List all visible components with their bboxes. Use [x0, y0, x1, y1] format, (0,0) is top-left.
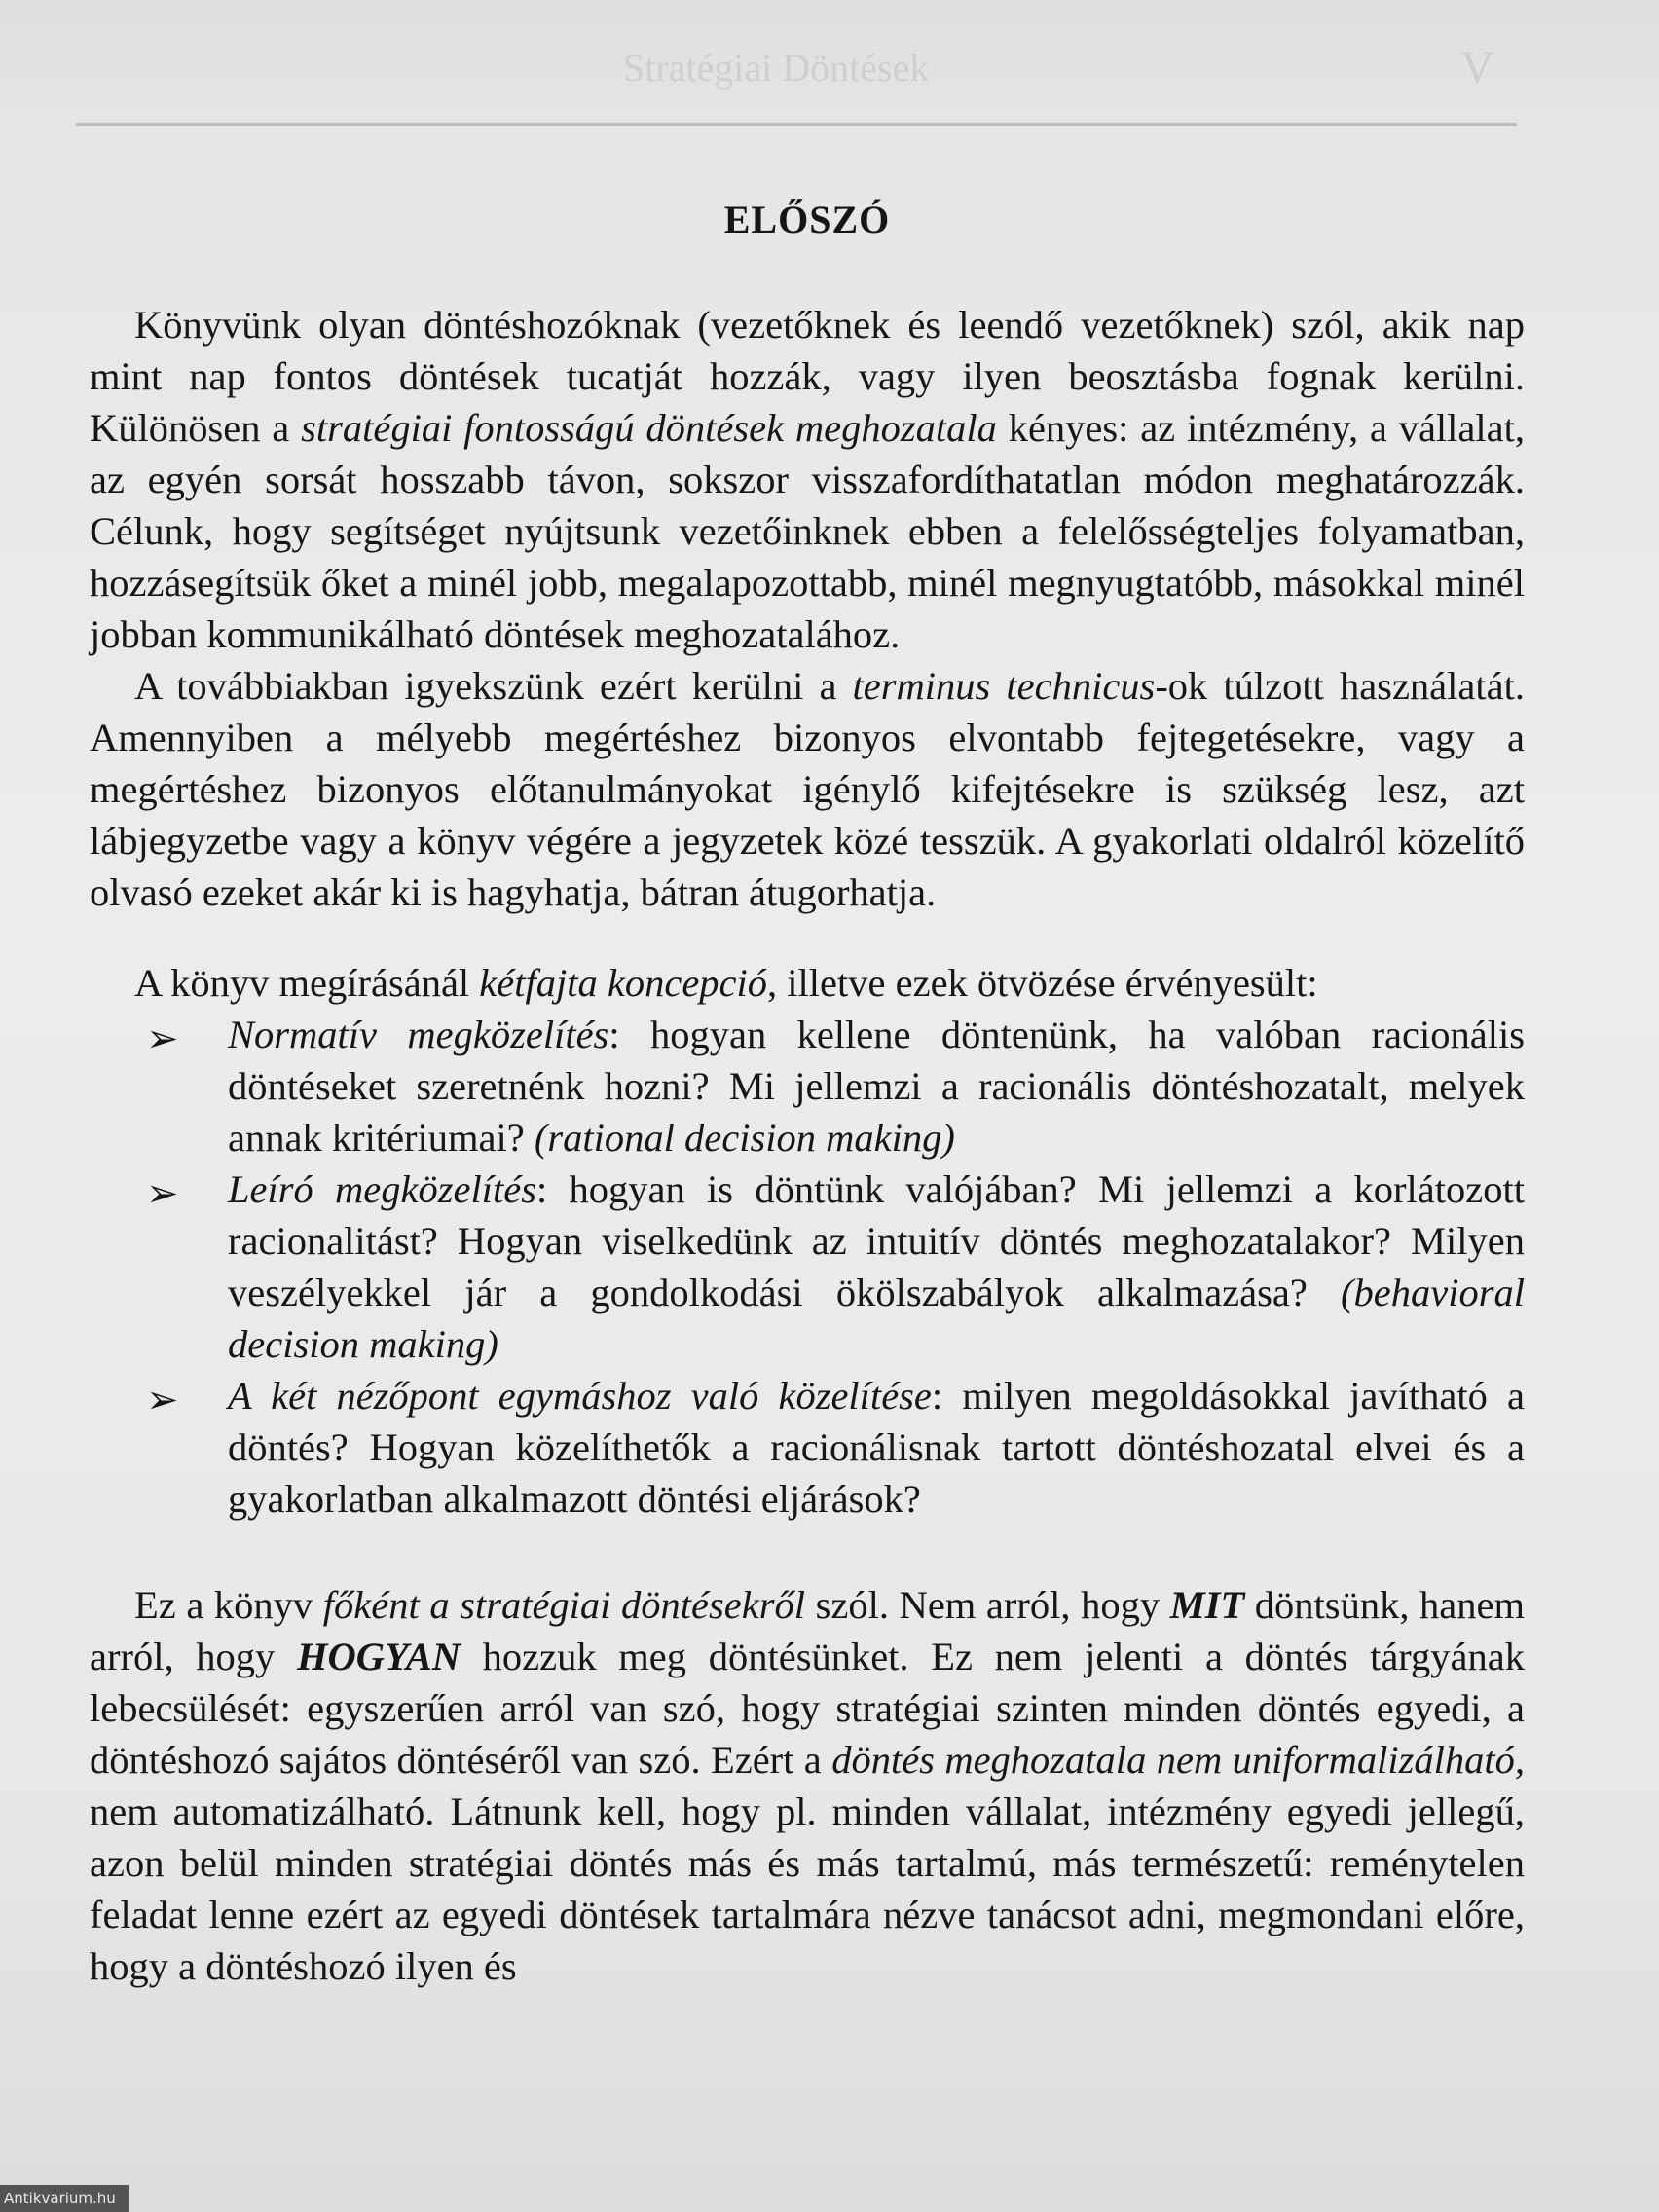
list-item: ➢ Leíró megközelítés: hogyan is döntünk valójában? Mi jellemzi a korlátozott racionalitást? Hogyan viselkedünk az intuitív döntés meghozatalakor? Milyen veszélyekkel jár a gondolkodási ökölszabályok alkalmazása? (behavioral decision making)	[146, 1167, 1525, 1366]
paragraph-concepts: A könyv megírásánál kétfajta koncepció, illetve ezek ötvözése érvényesült:	[134, 961, 1318, 1005]
arrow-bullet-icon: ➢	[146, 1016, 179, 1060]
list-item: ➢ A két nézőpont egymáshoz való közelítése: milyen megoldásokkal javítható a döntés? Hogyan közelíthetők a racionálisnak tartott döntéshozatal elvei és a gyakorlatban alkalmazott döntési eljárások?	[146, 1374, 1525, 1521]
document-page	[90, 146, 1525, 1992]
header-rule	[76, 123, 1517, 126]
page-number-bleed: V	[1460, 42, 1494, 93]
list-item: ➢ Normatív megközelítés: hogyan kellene döntenünk, ha valóban racionális döntéseket szeretnénk hozni? Mi jellemzi a racionális döntéshozatalt, melyek annak kritériumai? (rational decision making)	[146, 1013, 1526, 1160]
page-title: ELŐSZÓ	[723, 198, 891, 241]
watermark: Antikvarium.hu	[0, 2185, 129, 2212]
approach-list	[90, 1009, 1525, 1525]
running-head-bleed: Stratégiai Döntések	[623, 46, 930, 90]
paragraph-intro: Könyvünk olyan döntéshozóknak (vezetőknek és leendő vezetőknek) szól, akik nap mint nap fontos döntések tucatját hozzák, vagy ilyen beosztásba fognak kerülni. Különösen a stratégiai fontosságú döntések meghozatala kényes: az intézmény, a vállalat, az egyén sorsát hosszabb távon, sokszor visszafordíthatatlan módon meghatározzák. Célunk, hogy segítséget nyújtsunk vezetőinknek ebben a felelősségteljes folyamatban, hozzásegítsük őket a minél jobb, megalapozottabb, minél megnyugtatóbb, másokkal minél jobban kommunikálható döntések meghozatalához.	[90, 303, 1525, 656]
arrow-bullet-icon: ➢	[146, 1378, 179, 1421]
arrow-bullet-icon: ➢	[146, 1171, 179, 1215]
paragraph-terminology: A továbbiakban igyekszünk ezért kerülni a terminus technicus-ok túlzott használatát. Amennyiben a mélyebb megértéshez bizonyos elvontabb fejtegetésekre, vagy a megértéshez bizonyos előtanulmányokat igénylő kifejtésekre is szükség lesz, azt lábjegyzetbe vagy a könyv végére a jegyzetek közé tesszük. A gyakorlati oldalról közelítő olvasó ezeket akár ki is hagyhatja, bátran átugorhatja.	[90, 664, 1525, 914]
paragraph-strategic: Ez a könyv főként a stratégiai döntésekről szól. Nem arról, hogy MIT döntsünk, hanem arról, hogy HOGYAN hozzuk meg döntésünket. Ez nem jelenti a döntés tárgyának lebecsülését: egyszerűen arról van szó, hogy stratégiai szinten minden döntés egyedi, a döntéshozó sajátos döntéséről van szó. Ezért a döntés meghozatala nem uniformalizálható, nem automatizálható. Látnunk kell, hogy pl. minden vállalat, intézmény egyedi jellegű, azon belül minden stratégiai döntés más és más tartalmú, más természetű: reménytelen feladat lenne ezért az egyedi döntések tartalmára nézve tanácsot adni, megmondani előre, hogy a döntéshozó ilyen és	[90, 1583, 1526, 1988]
